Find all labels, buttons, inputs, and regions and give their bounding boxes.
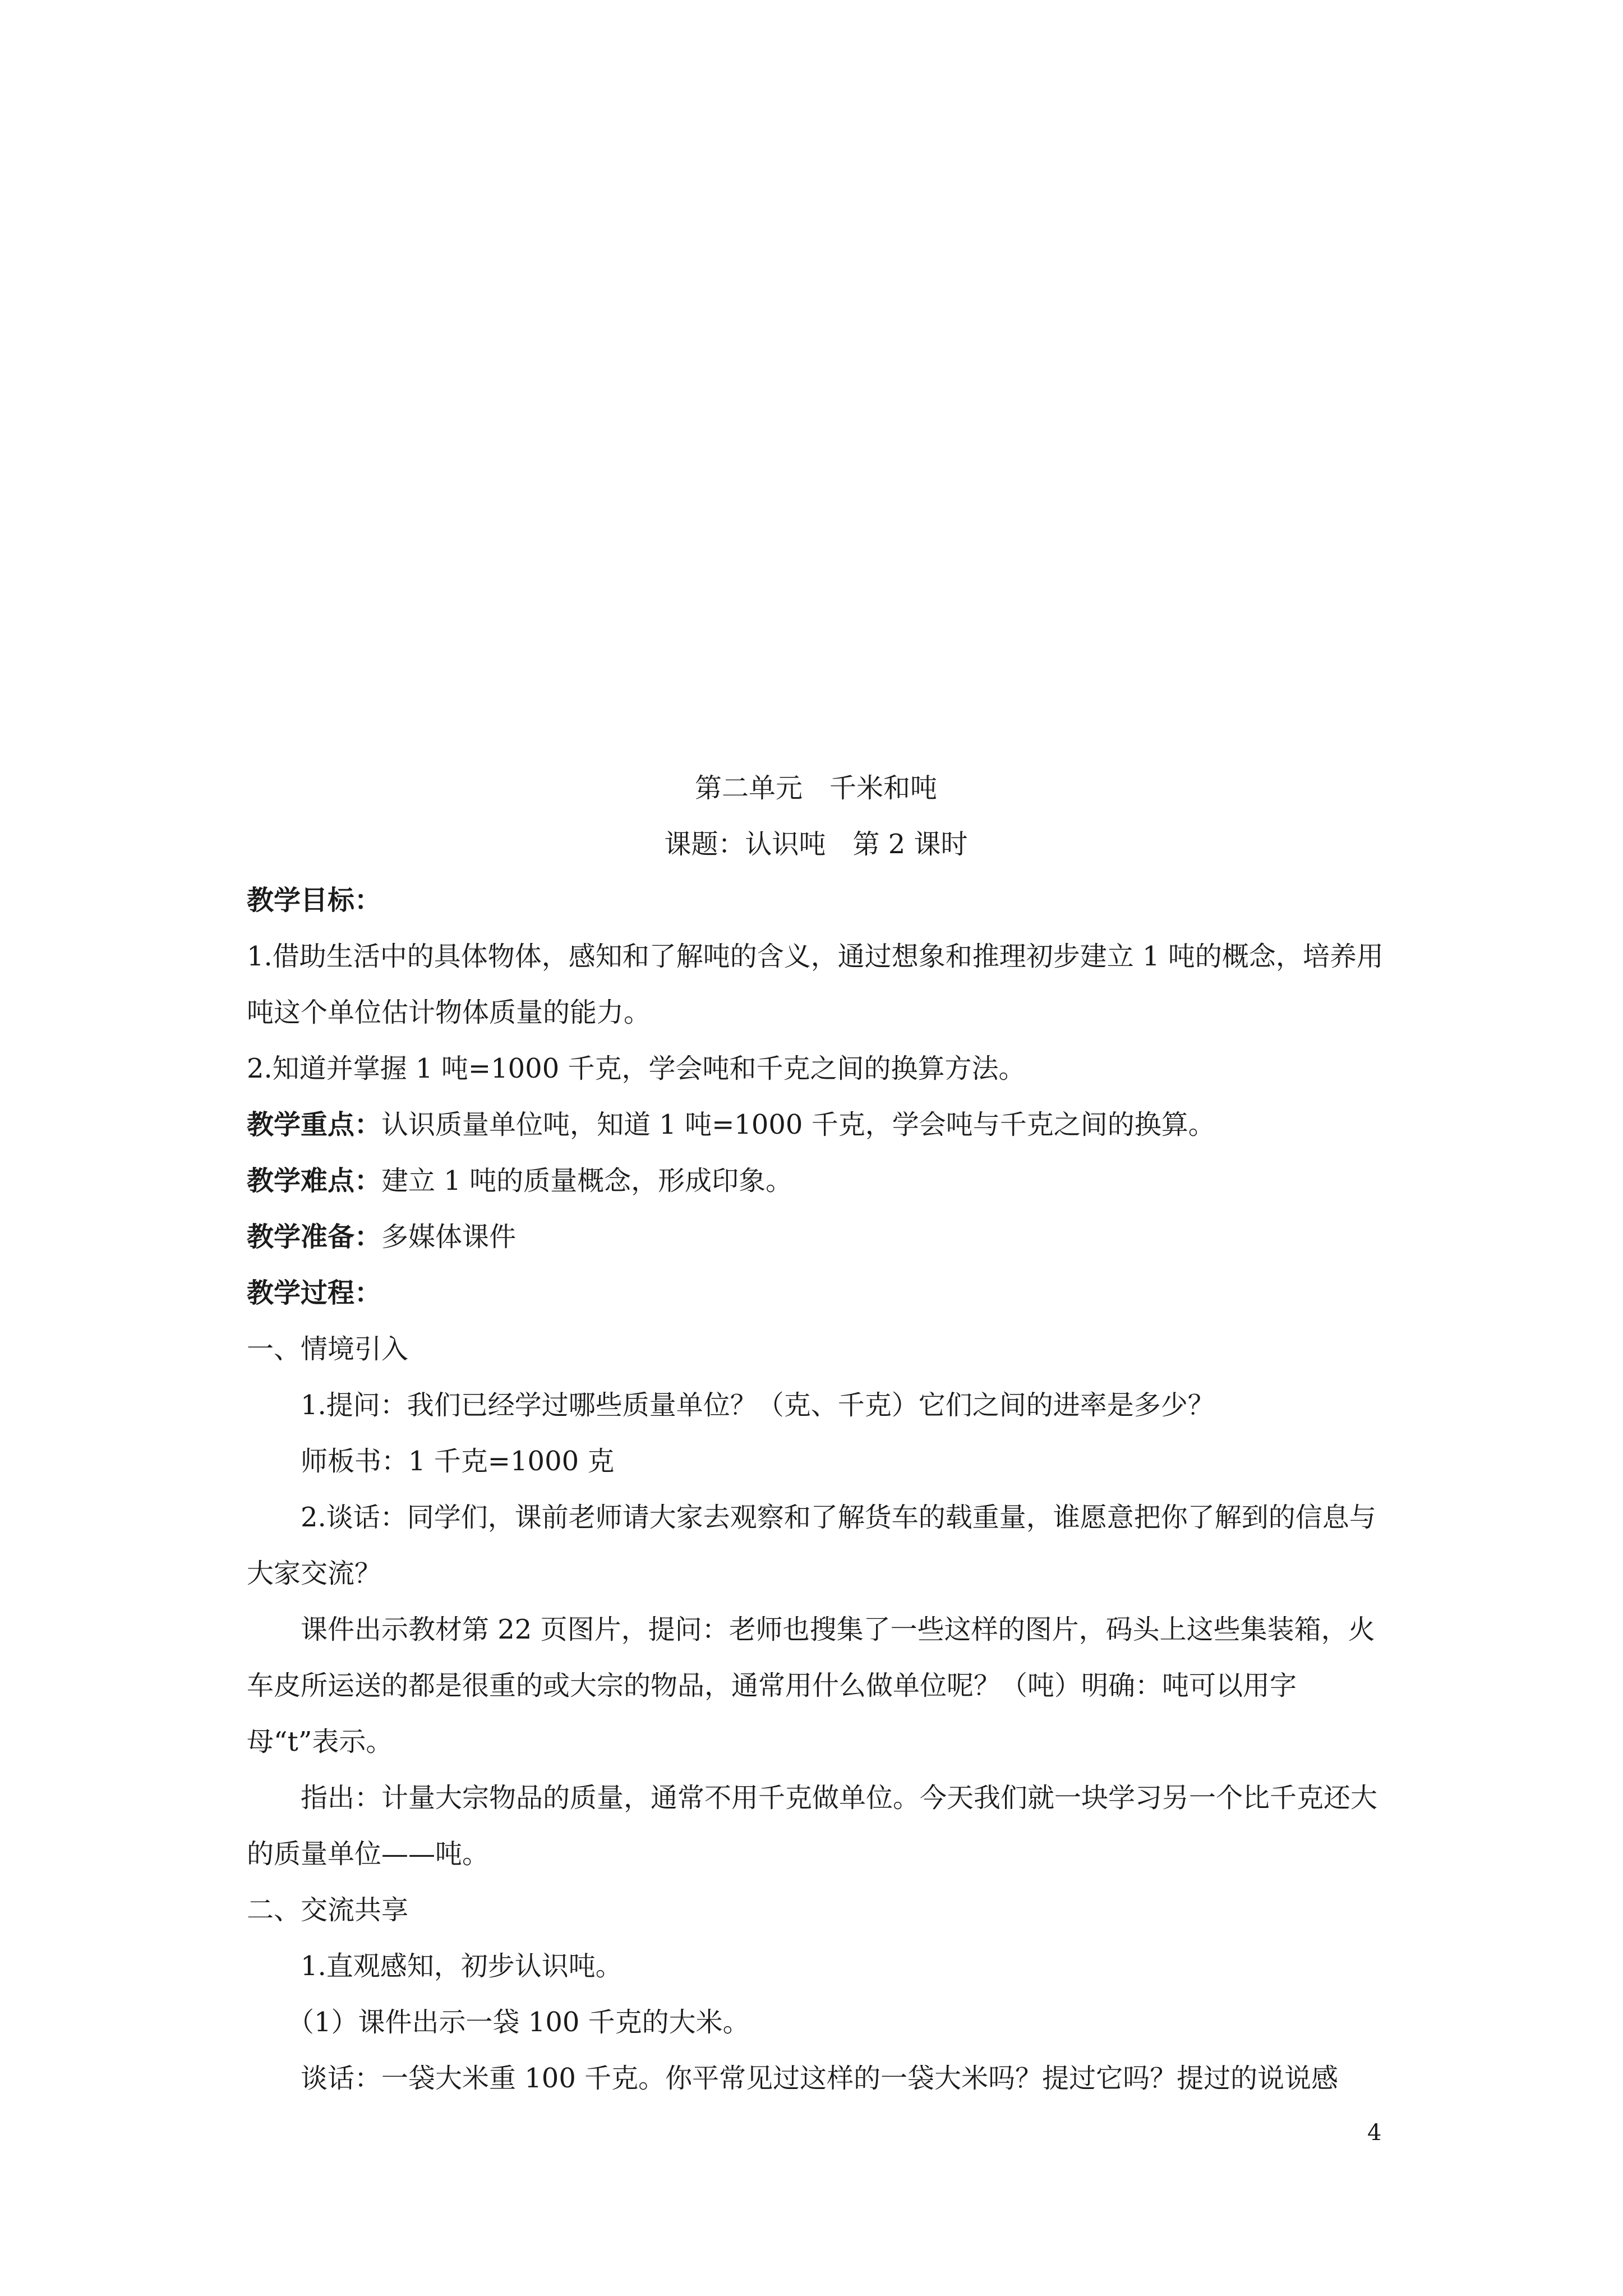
section-1-paragraph-3: 2.谈话：同学们，课前老师请大家去观察和了解货车的载重量，谁愿意把你了解到的信息与大家交流？ (247, 1502, 1376, 1589)
section-2-paragraph-3: 谈话：一袋大米重 100 千克。你平常见过这样的一袋大米吗？提过它吗？提过的说说感 (301, 2063, 1339, 2094)
lesson-title: 课题：认识吨 第 2 课时 (664, 829, 968, 860)
section-1-paragraph-5: 指出：计量大宗物品的质量，通常不用千克做单位。今天我们就一块学习另一个比千克还大的质量单位——吨。 (247, 1782, 1378, 1870)
objectives-heading: 教学目标： (247, 885, 382, 916)
difficulties (247, 1153, 1385, 1209)
unit-title: 第二单元 千米和吨 (694, 772, 937, 804)
preparation-text: 多媒体课件 (381, 1221, 517, 1253)
key-points-text: 认识质量单位吨，知道 1 吨=1000 千克，学会吨与千克之间的换算。 (381, 1109, 1215, 1140)
key-points (247, 1097, 1385, 1153)
section-2-paragraph-2: （1）课件出示一袋 100 千克的大米。 (287, 2007, 750, 2038)
objective-item-2: 2.知道并掌握 1 吨=1000 千克，学会吨和千克之间的换算方法。 (247, 1053, 1026, 1084)
preparation (247, 1209, 1385, 1265)
difficulties-label: 教学难点： (247, 1165, 382, 1197)
difficulties-text: 建立 1 吨的质量概念，形成印象。 (381, 1165, 793, 1197)
objective-item-1: 1.借助生活中的具体物体，感知和了解吨的含义，通过想象和推理初步建立 1 吨的概念，培养用吨这个单位估计物体质量的能力。 (247, 941, 1384, 1028)
key-points-label: 教学重点： (247, 1109, 382, 1140)
lesson-plan-body (247, 760, 1385, 2106)
section-2-title: 二、交流共享 (247, 1894, 409, 1926)
section-1-title: 一、情境引入 (247, 1333, 409, 1365)
process-heading: 教学过程： (247, 1277, 382, 1309)
section-1-paragraph-4: 课件出示教材第 22 页图片，提问：老师也搜集了一些这样的图片，码头上这些集装箱，火车皮所运送的都是很重的或大宗的物品，通常用什么做单位呢？（吨）明确：吨可以用字母“t”表示。 (247, 1614, 1375, 1757)
section-1-paragraph-1: 1.提问：我们已经学过哪些质量单位？（克、千克）它们之间的进率是多少？ (301, 1389, 1215, 1421)
section-1-paragraph-2: 师板书：1 千克=1000 克 (301, 1446, 615, 1477)
preparation-label: 教学准备： (247, 1221, 382, 1253)
page-number: 4 (1367, 2120, 1382, 2146)
section-2-paragraph-1: 1.直观感知，初步认识吨。 (301, 1950, 623, 1982)
